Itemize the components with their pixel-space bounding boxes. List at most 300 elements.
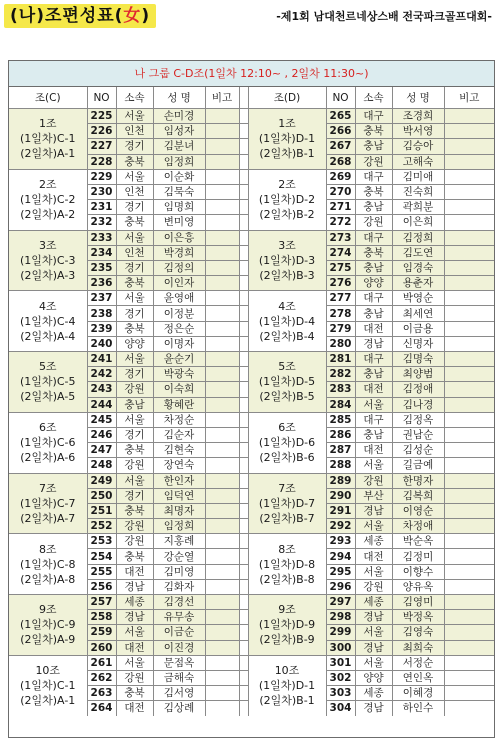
player-name: 윤순기 bbox=[153, 352, 205, 367]
title-suffix: ) bbox=[141, 6, 151, 26]
group-label-left bbox=[9, 595, 87, 656]
player-no: 297 bbox=[326, 595, 355, 610]
group-label-line: (2일차)B-1 bbox=[259, 694, 315, 708]
column-gap bbox=[239, 154, 248, 169]
player-no: 267 bbox=[326, 139, 355, 154]
player-no: 263 bbox=[87, 686, 116, 701]
player-affil: 서울 bbox=[116, 473, 153, 488]
column-gap bbox=[239, 655, 248, 670]
player-name: 박서영 bbox=[392, 124, 444, 139]
player-name: 차정순 bbox=[153, 412, 205, 427]
player-note bbox=[205, 367, 239, 382]
player-affil: 양양 bbox=[355, 276, 392, 291]
player-no: 271 bbox=[326, 200, 355, 215]
page-title bbox=[4, 4, 156, 28]
player-no: 231 bbox=[87, 200, 116, 215]
player-name: 차정애 bbox=[392, 519, 444, 534]
player-name: 박경희 bbox=[153, 245, 205, 260]
player-note bbox=[205, 458, 239, 473]
player-name: 권남순 bbox=[392, 427, 444, 442]
player-no: 278 bbox=[326, 306, 355, 321]
player-affil: 서울 bbox=[116, 655, 153, 670]
player-affil: 강원 bbox=[355, 215, 392, 230]
group-label-right bbox=[248, 534, 326, 595]
col-left-name: 성 명 bbox=[153, 87, 205, 109]
column-gap bbox=[239, 230, 248, 245]
player-no: 298 bbox=[326, 610, 355, 625]
player-no: 230 bbox=[87, 184, 116, 199]
player-name: 김도연 bbox=[392, 245, 444, 260]
table-row bbox=[9, 169, 494, 184]
player-note bbox=[205, 488, 239, 503]
player-name: 최희숙 bbox=[392, 640, 444, 655]
player-note bbox=[444, 382, 494, 397]
group-label-line: (2일차)A-2 bbox=[20, 208, 76, 222]
group-label-line: (2일차)A-6 bbox=[20, 451, 76, 465]
player-note bbox=[205, 230, 239, 245]
player-note bbox=[205, 200, 239, 215]
group-label-line: 7조 bbox=[278, 481, 296, 495]
player-note bbox=[444, 397, 494, 412]
table-row bbox=[9, 230, 494, 245]
player-note bbox=[444, 276, 494, 291]
player-name: 한명자 bbox=[392, 473, 444, 488]
player-note bbox=[205, 670, 239, 685]
player-note bbox=[205, 109, 239, 124]
player-no: 303 bbox=[326, 686, 355, 701]
player-affil: 충북 bbox=[116, 503, 153, 518]
player-note bbox=[205, 139, 239, 154]
group-label-line: 4조 bbox=[278, 299, 296, 313]
column-gap bbox=[239, 595, 248, 610]
schedule-table bbox=[9, 87, 494, 716]
column-gap bbox=[239, 519, 248, 534]
player-note bbox=[444, 184, 494, 199]
group-label-line: (2일차)B-2 bbox=[259, 208, 315, 222]
player-note bbox=[444, 443, 494, 458]
player-no: 243 bbox=[87, 382, 116, 397]
group-label-line: 2조 bbox=[278, 178, 296, 192]
player-no: 289 bbox=[326, 473, 355, 488]
player-note bbox=[444, 306, 494, 321]
player-affil: 경남 bbox=[116, 610, 153, 625]
player-no: 264 bbox=[87, 701, 116, 716]
column-gap bbox=[239, 427, 248, 442]
player-affil: 세종 bbox=[355, 686, 392, 701]
player-affil: 부산 bbox=[355, 488, 392, 503]
player-no: 260 bbox=[87, 640, 116, 655]
player-no: 249 bbox=[87, 473, 116, 488]
group-label-line: (1일차)C-5 bbox=[20, 375, 76, 389]
player-name: 김영숙 bbox=[392, 625, 444, 640]
player-note bbox=[444, 701, 494, 716]
player-affil: 충북 bbox=[116, 549, 153, 564]
player-name: 김명숙 bbox=[392, 352, 444, 367]
group-label-line: 1조 bbox=[38, 117, 57, 131]
player-name: 김현숙 bbox=[153, 443, 205, 458]
column-gap bbox=[239, 397, 248, 412]
group-label-line: (2일차)A-1 bbox=[20, 694, 76, 708]
group-label-line: (1일차)D-7 bbox=[258, 496, 316, 510]
player-no: 233 bbox=[87, 230, 116, 245]
player-no: 227 bbox=[87, 139, 116, 154]
player-name: 이숙희 bbox=[153, 382, 205, 397]
player-note bbox=[205, 306, 239, 321]
player-no: 240 bbox=[87, 336, 116, 351]
player-affil: 서울 bbox=[355, 564, 392, 579]
group-label-line: 5조 bbox=[38, 360, 57, 374]
player-no: 225 bbox=[87, 109, 116, 124]
player-affil: 경남 bbox=[355, 640, 392, 655]
column-gap bbox=[239, 473, 248, 488]
player-note bbox=[205, 549, 239, 564]
player-note bbox=[205, 245, 239, 260]
player-affil: 서울 bbox=[355, 519, 392, 534]
title-prefix: (나)조편성표( bbox=[10, 6, 124, 26]
player-affil: 서울 bbox=[116, 352, 153, 367]
table-row bbox=[9, 352, 494, 367]
player-no: 300 bbox=[326, 640, 355, 655]
player-affil: 경남 bbox=[116, 579, 153, 594]
player-note bbox=[444, 321, 494, 336]
column-gap bbox=[239, 139, 248, 154]
player-note bbox=[205, 519, 239, 534]
player-affil: 인천 bbox=[116, 184, 153, 199]
player-note bbox=[205, 321, 239, 336]
column-gap bbox=[239, 260, 248, 275]
column-gap bbox=[239, 412, 248, 427]
group-label-line: (1일차)D-2 bbox=[258, 193, 316, 207]
player-affil: 강원 bbox=[355, 154, 392, 169]
table-row bbox=[9, 109, 494, 124]
title-female-mark: 女 bbox=[123, 6, 142, 26]
player-no: 290 bbox=[326, 488, 355, 503]
group-label-right bbox=[248, 412, 326, 473]
group-label-line: (2일차)A-5 bbox=[20, 390, 76, 404]
col-right-note: 비고 bbox=[444, 87, 494, 109]
player-note bbox=[444, 549, 494, 564]
player-note bbox=[444, 124, 494, 139]
player-name: 김승아 bbox=[392, 139, 444, 154]
player-no: 283 bbox=[326, 382, 355, 397]
player-name: 김정옥 bbox=[392, 412, 444, 427]
column-gap bbox=[239, 109, 248, 124]
table-row bbox=[9, 291, 494, 306]
player-name: 손미경 bbox=[153, 109, 205, 124]
player-no: 288 bbox=[326, 458, 355, 473]
player-affil: 충북 bbox=[355, 124, 392, 139]
group-label-right bbox=[248, 169, 326, 230]
group-label-line: (2일차)A-8 bbox=[20, 572, 76, 586]
player-name: 강순열 bbox=[153, 549, 205, 564]
player-name: 김서영 bbox=[153, 686, 205, 701]
group-label-right bbox=[248, 655, 326, 715]
player-note bbox=[444, 579, 494, 594]
player-name: 길금예 bbox=[392, 458, 444, 473]
schedule-body bbox=[9, 109, 494, 716]
player-affil: 대전 bbox=[355, 443, 392, 458]
player-name: 김정희 bbox=[392, 230, 444, 245]
player-name: 이혜경 bbox=[392, 686, 444, 701]
group-label-left bbox=[9, 534, 87, 595]
group-label-line: (1일차)D-4 bbox=[258, 314, 316, 328]
player-note bbox=[205, 640, 239, 655]
group-label-line: (2일차)A-3 bbox=[20, 268, 76, 282]
column-gap bbox=[239, 321, 248, 336]
player-note bbox=[444, 473, 494, 488]
col-left-note: 비고 bbox=[205, 87, 239, 109]
player-no: 259 bbox=[87, 625, 116, 640]
schedule-sheet bbox=[8, 60, 495, 738]
group-label-line: 6조 bbox=[278, 421, 296, 435]
group-label-line: 2조 bbox=[38, 178, 57, 192]
column-gap bbox=[239, 184, 248, 199]
player-no: 242 bbox=[87, 367, 116, 382]
player-no: 282 bbox=[326, 367, 355, 382]
player-note bbox=[205, 595, 239, 610]
player-note bbox=[205, 154, 239, 169]
player-affil: 서울 bbox=[355, 458, 392, 473]
player-no: 257 bbox=[87, 595, 116, 610]
column-gap bbox=[239, 640, 248, 655]
player-affil: 서울 bbox=[116, 169, 153, 184]
player-note bbox=[444, 427, 494, 442]
player-name: 최세연 bbox=[392, 306, 444, 321]
player-name: 정은순 bbox=[153, 321, 205, 336]
group-label-line: 9조 bbox=[38, 603, 57, 617]
group-label-line: (1일차)D-5 bbox=[258, 375, 316, 389]
group-label-line: 6조 bbox=[38, 421, 57, 435]
player-name: 임성자 bbox=[153, 124, 205, 139]
player-affil: 서울 bbox=[355, 655, 392, 670]
player-affil: 충북 bbox=[355, 184, 392, 199]
player-no: 286 bbox=[326, 427, 355, 442]
player-note bbox=[205, 184, 239, 199]
player-no: 268 bbox=[326, 154, 355, 169]
table-row bbox=[9, 473, 494, 488]
player-affil: 인천 bbox=[116, 124, 153, 139]
player-affil: 인천 bbox=[116, 245, 153, 260]
col-gap bbox=[239, 87, 248, 109]
player-note bbox=[205, 443, 239, 458]
player-affil: 충남 bbox=[355, 306, 392, 321]
player-affil: 강원 bbox=[355, 579, 392, 594]
player-no: 236 bbox=[87, 276, 116, 291]
player-affil: 경남 bbox=[355, 701, 392, 716]
player-name: 김미영 bbox=[153, 564, 205, 579]
column-gap bbox=[239, 610, 248, 625]
group-label-right bbox=[248, 352, 326, 413]
player-no: 255 bbox=[87, 564, 116, 579]
player-no: 239 bbox=[87, 321, 116, 336]
player-no: 291 bbox=[326, 503, 355, 518]
player-note bbox=[444, 610, 494, 625]
group-label-line: (2일차)B-8 bbox=[259, 572, 315, 586]
column-gap bbox=[239, 215, 248, 230]
group-label-line: 3조 bbox=[38, 238, 57, 252]
player-no: 252 bbox=[87, 519, 116, 534]
player-no: 254 bbox=[87, 549, 116, 564]
player-no: 277 bbox=[326, 291, 355, 306]
player-affil: 충남 bbox=[355, 139, 392, 154]
player-no: 304 bbox=[326, 701, 355, 716]
player-no: 246 bbox=[87, 427, 116, 442]
player-note bbox=[444, 412, 494, 427]
player-affil: 경남 bbox=[355, 610, 392, 625]
column-gap bbox=[239, 579, 248, 594]
player-affil: 충북 bbox=[116, 215, 153, 230]
player-no: 251 bbox=[87, 503, 116, 518]
player-name: 황혜란 bbox=[153, 397, 205, 412]
player-note bbox=[205, 503, 239, 518]
group-label-line: 3조 bbox=[278, 238, 296, 252]
player-name: 이정분 bbox=[153, 306, 205, 321]
player-note bbox=[444, 291, 494, 306]
player-name: 박순옥 bbox=[392, 534, 444, 549]
player-affil: 서울 bbox=[355, 625, 392, 640]
player-no: 244 bbox=[87, 397, 116, 412]
player-affil: 충북 bbox=[355, 245, 392, 260]
col-right-no: NO bbox=[326, 87, 355, 109]
player-no: 284 bbox=[326, 397, 355, 412]
player-note bbox=[205, 352, 239, 367]
player-affil: 서울 bbox=[116, 625, 153, 640]
player-note bbox=[444, 519, 494, 534]
player-no: 226 bbox=[87, 124, 116, 139]
column-gap bbox=[239, 625, 248, 640]
player-no: 272 bbox=[326, 215, 355, 230]
player-no: 287 bbox=[326, 443, 355, 458]
table-row bbox=[9, 412, 494, 427]
player-affil: 세종 bbox=[355, 595, 392, 610]
player-note bbox=[205, 655, 239, 670]
column-gap bbox=[239, 534, 248, 549]
player-name: 이향수 bbox=[392, 564, 444, 579]
group-label-line: (2일차)B-9 bbox=[259, 633, 315, 647]
group-label-line: 10조 bbox=[274, 664, 300, 678]
col-right-affil: 소속 bbox=[355, 87, 392, 109]
group-label-line: (2일차)A-9 bbox=[20, 633, 76, 647]
column-gap bbox=[239, 670, 248, 685]
column-gap bbox=[239, 382, 248, 397]
group-label-line: (1일차)C-9 bbox=[20, 618, 76, 632]
group-label-line: (1일차)C-3 bbox=[20, 253, 76, 267]
player-no: 248 bbox=[87, 458, 116, 473]
player-no: 285 bbox=[326, 412, 355, 427]
player-affil: 서울 bbox=[116, 230, 153, 245]
group-title: 나 그룹 C-D조(1일차 12:10~ , 2일차 11:30~) bbox=[9, 61, 494, 87]
group-label-line: (2일차)B-7 bbox=[259, 511, 315, 525]
player-note bbox=[205, 473, 239, 488]
player-affil: 충남 bbox=[355, 427, 392, 442]
player-name: 이인자 bbox=[153, 276, 205, 291]
player-no: 245 bbox=[87, 412, 116, 427]
group-label-right bbox=[248, 109, 326, 170]
player-name: 유무송 bbox=[153, 610, 205, 625]
player-no: 275 bbox=[326, 260, 355, 275]
player-note bbox=[205, 564, 239, 579]
player-name: 진숙희 bbox=[392, 184, 444, 199]
player-no: 228 bbox=[87, 154, 116, 169]
player-affil: 강원 bbox=[116, 534, 153, 549]
column-gap bbox=[239, 701, 248, 716]
column-gap bbox=[239, 564, 248, 579]
player-name: 변미영 bbox=[153, 215, 205, 230]
column-gap bbox=[239, 686, 248, 701]
column-gap bbox=[239, 352, 248, 367]
player-no: 274 bbox=[326, 245, 355, 260]
group-label-left bbox=[9, 655, 87, 715]
player-no: 237 bbox=[87, 291, 116, 306]
player-affil: 충북 bbox=[116, 443, 153, 458]
player-name: 김순자 bbox=[153, 427, 205, 442]
group-label-line: (1일차)D-1 bbox=[258, 132, 316, 146]
group-label-line: (2일차)B-5 bbox=[259, 390, 315, 404]
player-name: 이금순 bbox=[153, 625, 205, 640]
player-name: 임덕연 bbox=[153, 488, 205, 503]
player-name: 임명희 bbox=[153, 200, 205, 215]
player-affil: 대전 bbox=[116, 701, 153, 716]
player-no: 273 bbox=[326, 230, 355, 245]
player-note bbox=[205, 215, 239, 230]
player-name: 김정미 bbox=[392, 549, 444, 564]
player-affil: 충북 bbox=[116, 321, 153, 336]
column-gap bbox=[239, 124, 248, 139]
group-label-line: (1일차)D-1 bbox=[258, 679, 316, 693]
player-name: 김정의 bbox=[153, 260, 205, 275]
player-note bbox=[444, 260, 494, 275]
group-label-line: (1일차)D-9 bbox=[258, 618, 316, 632]
group-label-left bbox=[9, 109, 87, 170]
column-gap bbox=[239, 336, 248, 351]
player-name: 신명자 bbox=[392, 336, 444, 351]
player-no: 247 bbox=[87, 443, 116, 458]
player-affil: 경기 bbox=[116, 200, 153, 215]
player-note bbox=[444, 215, 494, 230]
player-no: 301 bbox=[326, 655, 355, 670]
group-label-line: (1일차)D-6 bbox=[258, 436, 316, 450]
player-affil: 양양 bbox=[355, 670, 392, 685]
player-note bbox=[444, 670, 494, 685]
player-name: 금해숙 bbox=[153, 670, 205, 685]
player-note bbox=[444, 154, 494, 169]
player-note bbox=[205, 534, 239, 549]
player-note bbox=[205, 579, 239, 594]
player-note bbox=[205, 169, 239, 184]
player-name: 박영순 bbox=[392, 291, 444, 306]
group-label-left bbox=[9, 230, 87, 291]
player-affil: 대구 bbox=[355, 169, 392, 184]
player-note bbox=[205, 124, 239, 139]
player-affil: 대구 bbox=[355, 352, 392, 367]
player-note bbox=[205, 686, 239, 701]
group-label-line: 9조 bbox=[278, 603, 296, 617]
group-label-line: (2일차)A-4 bbox=[20, 329, 76, 343]
player-affil: 대전 bbox=[116, 564, 153, 579]
group-label-line: (1일차)C-2 bbox=[20, 193, 76, 207]
player-no: 292 bbox=[326, 519, 355, 534]
player-name: 이진경 bbox=[153, 640, 205, 655]
player-affil: 양양 bbox=[116, 336, 153, 351]
player-note bbox=[205, 276, 239, 291]
player-note bbox=[444, 200, 494, 215]
player-name: 이명자 bbox=[153, 336, 205, 351]
player-no: 269 bbox=[326, 169, 355, 184]
player-affil: 서울 bbox=[116, 291, 153, 306]
group-label-line: 10조 bbox=[35, 664, 61, 678]
player-affil: 경기 bbox=[116, 367, 153, 382]
player-affil: 강원 bbox=[116, 382, 153, 397]
